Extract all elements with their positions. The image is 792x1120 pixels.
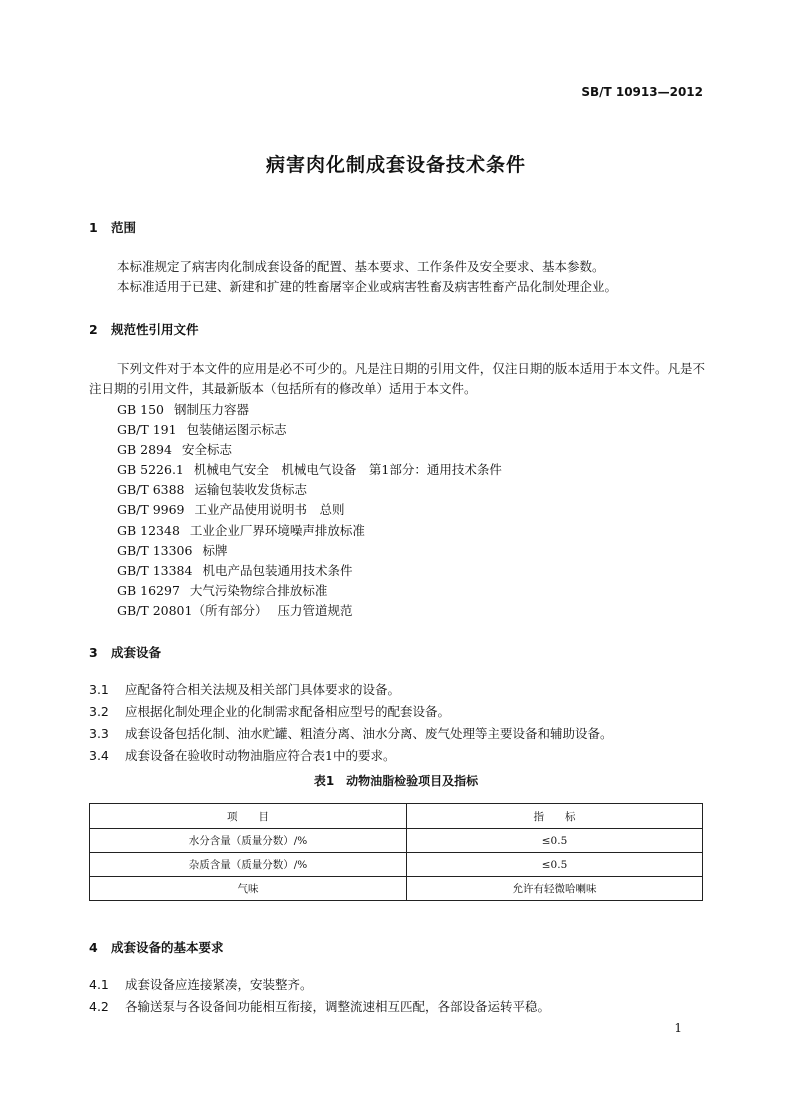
reference-title: 大气污染物综合排放标准: [189, 582, 328, 598]
section-number: 3: [89, 645, 98, 660]
reference-code: GB/T 6388: [117, 482, 185, 498]
reference-title: 压力管道规范: [277, 602, 353, 618]
table-header-row: [90, 804, 703, 829]
clause-number: 3.1: [89, 682, 109, 697]
reference-title: 标牌: [202, 542, 228, 558]
reference-code: GB 12348: [117, 522, 180, 538]
document-title: 病害肉化制成套设备技术条件: [265, 154, 526, 176]
reference-code: GB/T 13306: [117, 542, 193, 558]
reference-title: 安全标志: [181, 442, 232, 458]
clause-number: 4.1: [89, 977, 109, 992]
reference-title: 工业企业厂界环境噪声排放标准: [189, 522, 365, 538]
reference-title: 包装储运图示标志: [186, 422, 287, 438]
reference-title: 机械电气安全 机械电气设备 第1部分：通用技术条件: [193, 462, 502, 478]
clause-text: 成套设备应连接紧凑，安装整齐。: [125, 977, 313, 992]
references-intro: 下列文件对于本文件的应用是必不可少的。凡是注日期的引用文件，仅注日期的版本适用于本文件。凡是不注日期的引用文件，其最新版本（包括所有的修改单）适用于本文件。: [89, 361, 705, 396]
section-title: 成套设备: [111, 645, 162, 660]
section-number: 4: [89, 940, 98, 955]
clause-number: 4.2: [89, 999, 109, 1014]
reference-item: [117, 420, 502, 440]
section-4-heading: [89, 938, 224, 956]
reference-item: [117, 581, 502, 601]
table-header-cell: 指 标: [407, 804, 703, 829]
clause-text: 应根据化制处理企业的化制需求配备相应型号的配套设备。: [125, 704, 451, 719]
clause-item: [89, 723, 613, 745]
reference-code: GB/T 191: [117, 422, 177, 438]
clause-item: [89, 745, 613, 767]
table-cell: 允许有轻微哈喇味: [407, 877, 703, 901]
reference-item: [117, 400, 502, 420]
section-title: 规范性引用文件: [111, 322, 199, 337]
reference-code: GB/T 20801（所有部分）: [117, 602, 268, 618]
reference-item: [117, 601, 502, 621]
reference-code: GB/T 13384: [117, 562, 193, 578]
table-row: [90, 853, 703, 877]
clause-text: 应配备符合相关法规及相关部门具体要求的设备。: [125, 682, 401, 697]
reference-code: GB 16297: [117, 582, 180, 598]
oil-quality-table: [89, 803, 703, 901]
clause-number: 3.2: [89, 704, 109, 719]
table-cell: ≤0.5: [407, 829, 703, 853]
reference-code: GB 5226.1: [117, 462, 184, 478]
clause-text: 各输送泵与各设备间功能相互衔接，调整流速相互匹配，各部设备运转平稳。: [125, 999, 551, 1014]
reference-item: [117, 460, 502, 480]
reference-item: [117, 541, 502, 561]
reference-item: [117, 440, 502, 460]
reference-title: 运输包装收发货标志: [194, 482, 308, 498]
section-3-heading: [89, 643, 161, 661]
reference-title: 钢制压力容器: [174, 402, 250, 417]
clause-item: [89, 679, 613, 701]
reference-item: [117, 480, 502, 500]
table-row: [90, 877, 703, 901]
table-cell: 气味: [90, 877, 407, 901]
table-row: [90, 829, 703, 853]
reference-code: GB 150: [117, 402, 165, 417]
clause-text: 成套设备包括化制、油水贮罐、粗渣分离、油水分离、废气处理等主要设备和辅助设备。: [125, 726, 613, 741]
clause-text: 成套设备在验收时动物油脂应符合表1中的要求。: [125, 748, 396, 763]
section-number: 2: [89, 322, 98, 337]
section-2-heading: [89, 320, 199, 338]
section-number: 1: [89, 220, 98, 235]
scope-paragraph: 本标准规定了病害肉化制成套设备的配置、基本要求、工作条件及安全要求、基本参数。: [117, 259, 605, 274]
section-title: 成套设备的基本要求: [111, 940, 224, 955]
reference-code: GB/T 9969: [117, 502, 185, 518]
clause-item: [89, 974, 550, 996]
reference-title: 机电产品包装通用技术条件: [202, 562, 353, 578]
clause-item: [89, 701, 613, 723]
reference-code: GB 2894: [117, 442, 172, 458]
clause-list: [89, 974, 550, 1018]
clause-number: 3.3: [89, 726, 109, 741]
table-cell: ≤0.5: [407, 853, 703, 877]
table-cell: 水分含量（质量分数）/%: [90, 829, 407, 853]
reference-list: [117, 400, 502, 621]
scope-paragraph: 本标准适用于已建、新建和扩建的牲畜屠宰企业或病害牲畜及病害牲畜产品化制处理企业。: [117, 279, 618, 294]
reference-item: [117, 521, 502, 541]
section-title: 范围: [111, 220, 137, 235]
reference-item: [117, 500, 502, 520]
section-1-heading: [89, 218, 136, 236]
reference-title: 工业产品使用说明书 总则: [194, 502, 345, 518]
page-number: 1: [674, 1021, 682, 1035]
reference-item: [117, 561, 502, 581]
table-header-cell: 项 目: [90, 804, 407, 829]
table-cell: 杂质含量（质量分数）/%: [90, 853, 407, 877]
clause-item: [89, 996, 550, 1018]
clause-number: 3.4: [89, 748, 109, 763]
table-caption: 表1 动物油脂检验项目及指标: [313, 774, 479, 788]
standard-code: SB/T 10913—2012: [581, 85, 703, 99]
clause-list: [89, 679, 613, 767]
